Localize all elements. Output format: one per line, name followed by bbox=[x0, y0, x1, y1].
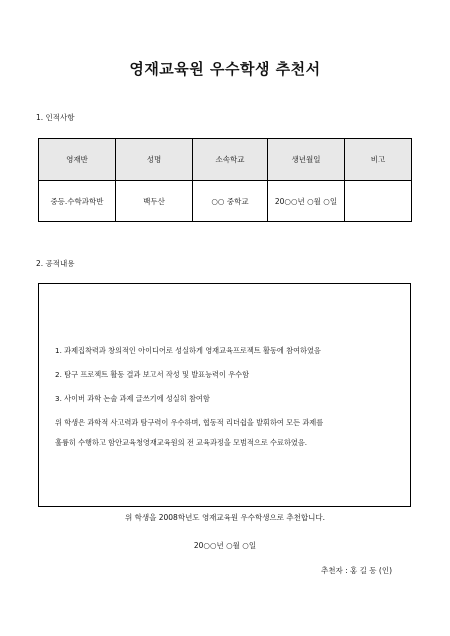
cell-remarks bbox=[345, 181, 412, 222]
recommendation-statement: 위 학생을 2008학년도 영재교육원 우수학생으로 추천합니다. bbox=[124, 513, 326, 522]
recommender-signature: 추천자 : 홍 길 동 (인) bbox=[320, 566, 392, 575]
cell-birthdate: 20○○년 ○월 ○일 bbox=[268, 181, 345, 222]
cell-class: 중등.수학과학반 bbox=[39, 181, 116, 222]
column-header-birthdate: 생년월일 bbox=[268, 139, 345, 181]
personal-info-table bbox=[38, 138, 412, 222]
achievement-item: 2. 탐구 프로젝트 활동 결과 보고서 작성 및 발표능력이 우수함 bbox=[55, 370, 250, 379]
column-header-school: 소속학교 bbox=[193, 139, 268, 181]
column-header-class: 영재반 bbox=[39, 139, 116, 181]
achievements-box bbox=[38, 283, 411, 507]
table-row bbox=[39, 181, 412, 222]
section-heading-personal-info: 1. 인적사항 bbox=[36, 113, 75, 122]
document-title: 영재교육원 우수학생 추천서 bbox=[129, 60, 321, 78]
table-header-row bbox=[39, 139, 412, 181]
column-header-remarks: 비고 bbox=[345, 139, 412, 181]
achievement-summary-line1: 위 학생은 과학적 사고력과 탐구력이 우수하며, 협동적 리더쉽을 발휘하여 모든 과제를 bbox=[55, 418, 324, 427]
achievement-summary-line2: 훌륭히 수행하고 함안교육청영재교육원의 전 교육과정을 모범적으로 수료하였음. bbox=[55, 438, 308, 447]
document-date: 20○○년 ○월 ○일 bbox=[193, 541, 257, 550]
cell-name: 백두산 bbox=[116, 181, 193, 222]
achievement-item: 1. 과제집착력과 창의적인 아이디어로 성실하게 영재교육프로젝트 활동에 참여하였음 bbox=[55, 346, 321, 355]
section-heading-achievements: 2. 공적내용 bbox=[36, 259, 75, 268]
cell-school: ○○ 중학교 bbox=[193, 181, 268, 222]
achievement-item: 3. 사이버 과학 논술 과제 글쓰기에 성실히 참여함 bbox=[55, 394, 210, 403]
column-header-name: 성명 bbox=[116, 139, 193, 181]
